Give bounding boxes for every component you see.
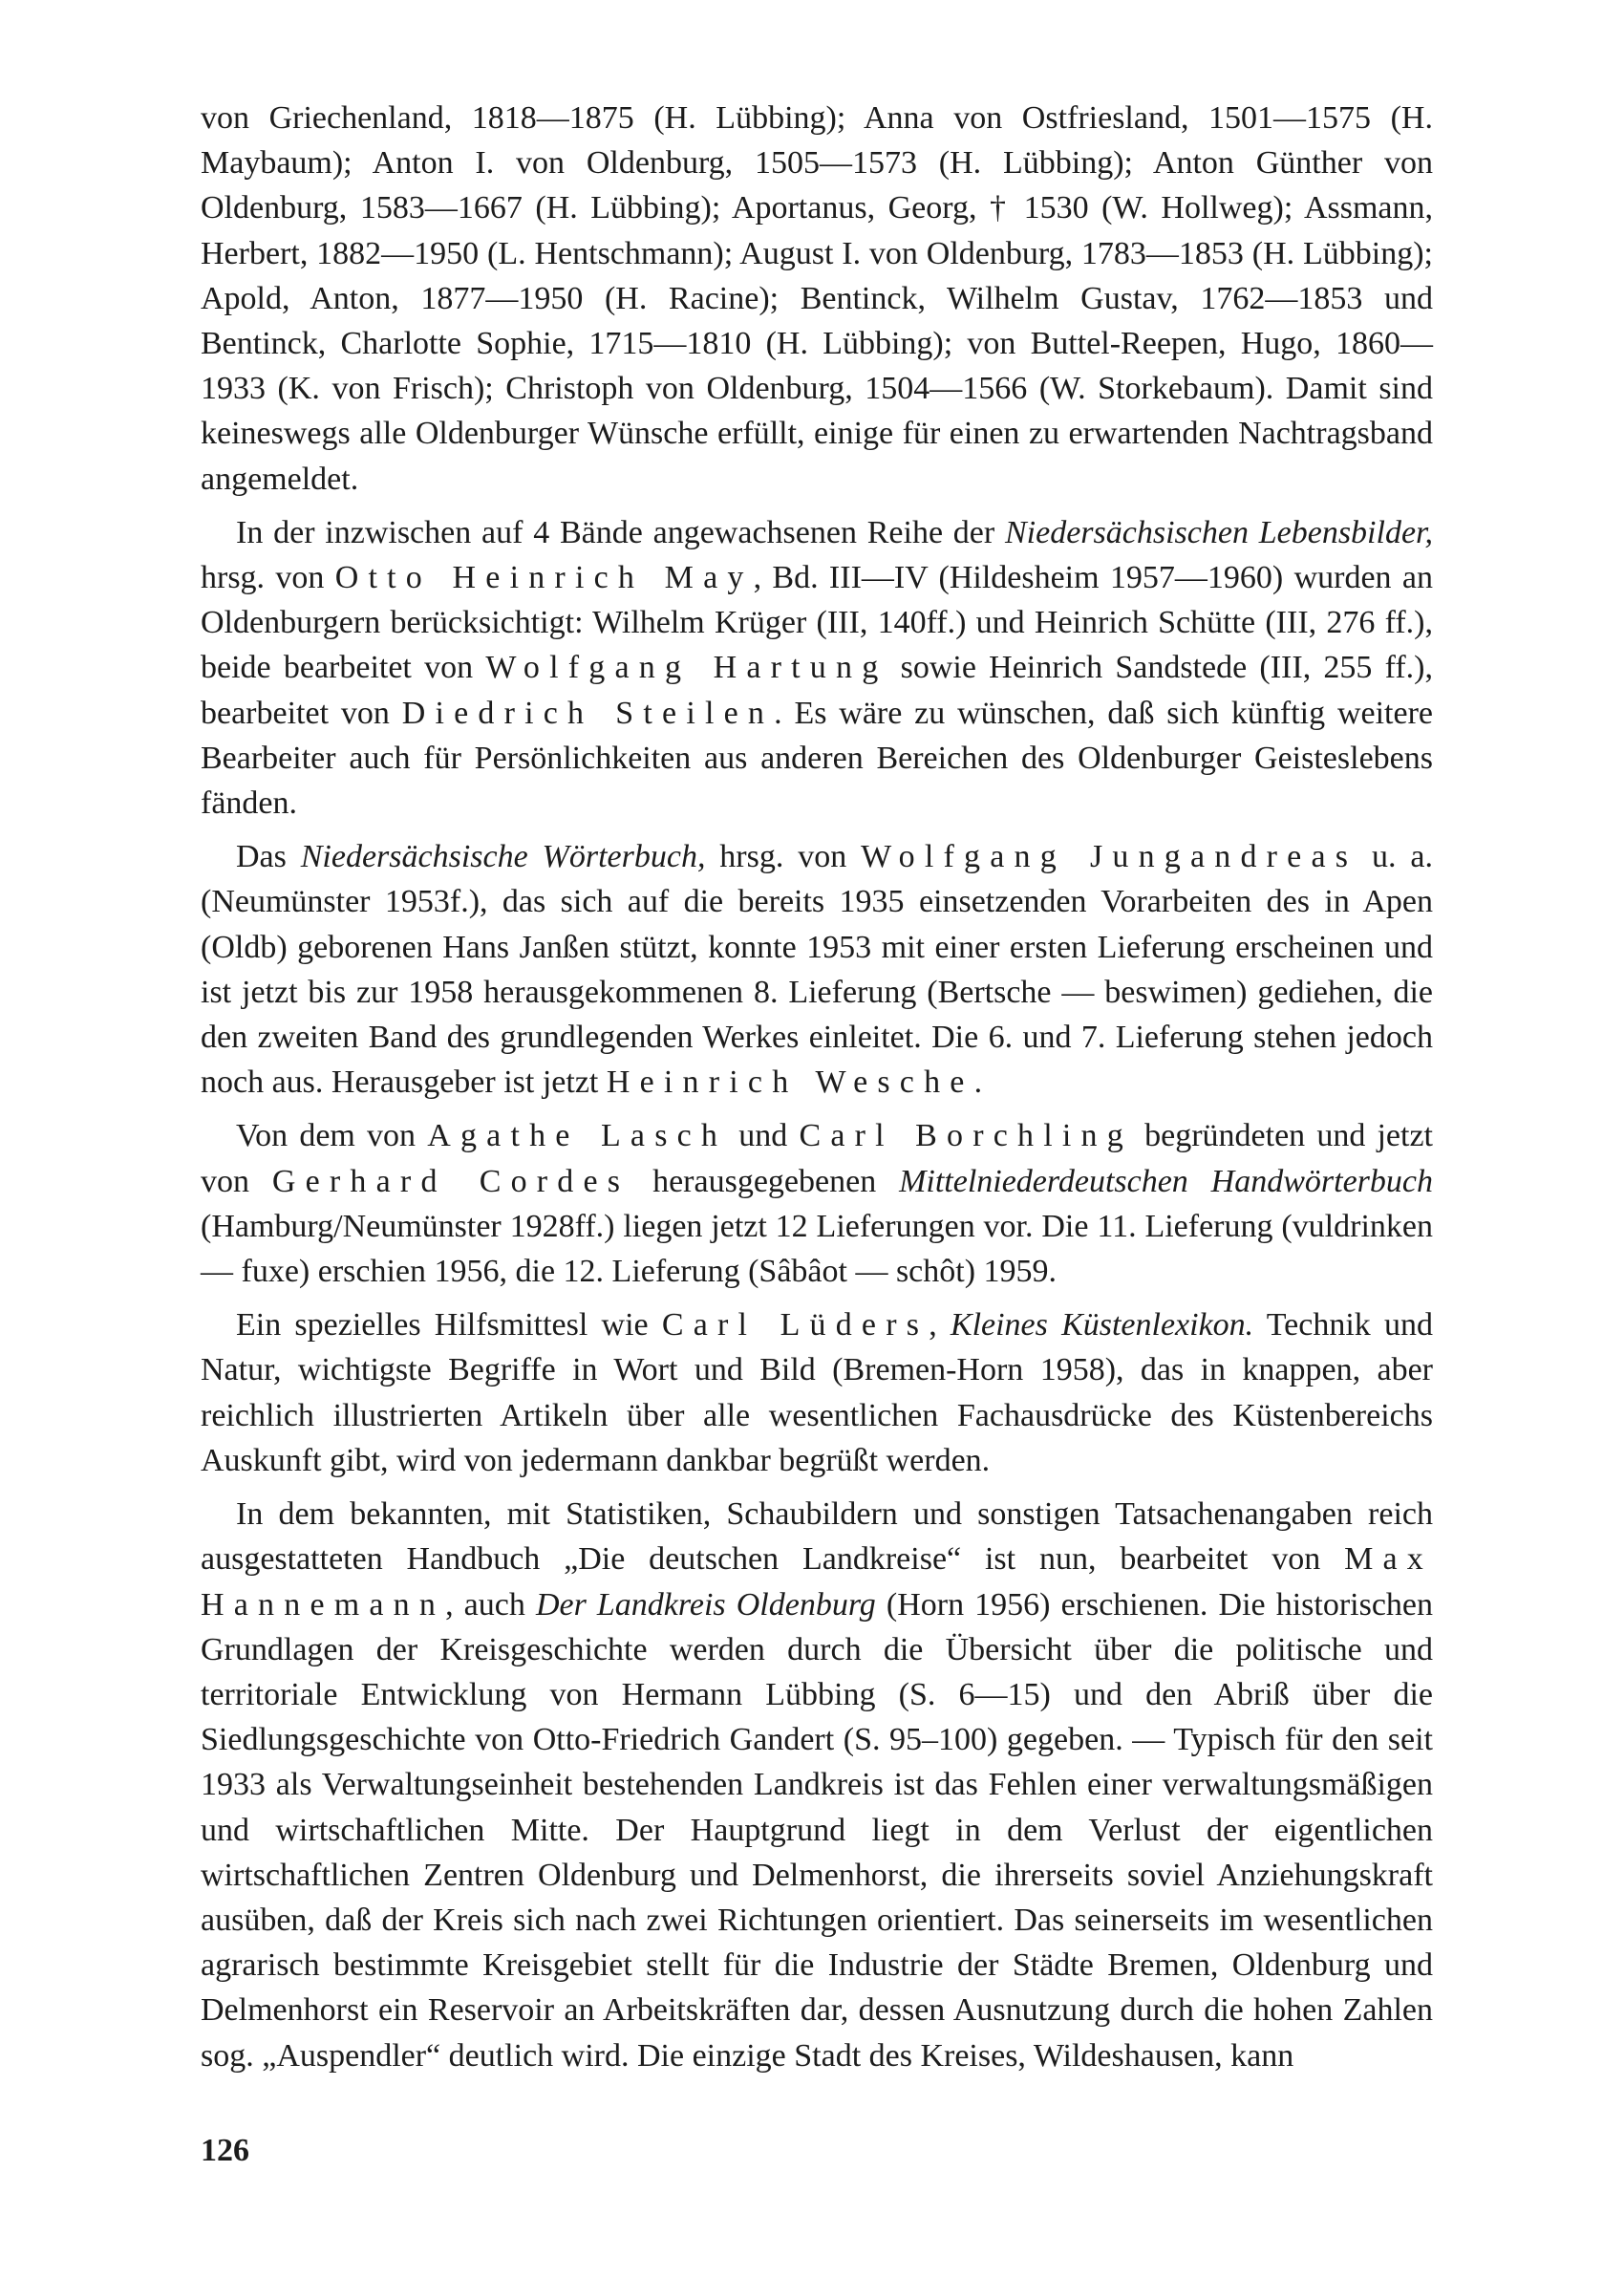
paragraph-4: [201, 1113, 1433, 1294]
spaced-name: Wolfgang Jungandreas: [861, 839, 1358, 875]
text-run: Von dem von: [236, 1118, 428, 1154]
italic-title: Kleines Küstenlexikon.: [950, 1307, 1254, 1344]
italic-title: Der Landkreis Oldenburg: [535, 1586, 876, 1623]
text-run: herausgegebenen: [630, 1163, 900, 1199]
paragraph-1: [201, 96, 1433, 502]
page-number: 126: [201, 2133, 249, 2168]
text-run: hrsg. von: [705, 839, 862, 875]
text-run: Ein spezielles Hilfsmittesl wie: [236, 1307, 662, 1344]
text-run: , auch: [445, 1586, 536, 1623]
spaced-name: Max Hannemann: [201, 1541, 1433, 1623]
text-run: In dem bekannten, mit Statistiken, Schaubildern und sonstigen Tatsachenangaben reich ausgestatteten Handbuch „Die deutschen Landkreise“ ist nun, bearbeitet von: [201, 1496, 1433, 1578]
text-run: sowie Heinrich Sandstede (III, 255 ff.), bearbeitet von: [201, 650, 1433, 731]
paragraph-5: [201, 1302, 1433, 1483]
text-run: ,: [929, 1307, 951, 1344]
text-run: und: [727, 1118, 800, 1154]
text-run: , Bd. III—IV (Hildesheim 1957—1960) wurden an Oldenburgern berücksichtigt: Wilhelm Krüger (III, 140ff.) und Heinrich Schütte (III, 276 ff.), beide bearbeitet von: [201, 560, 1433, 686]
italic-title: Niedersächsische Wörterbuch,: [300, 839, 706, 875]
spaced-name: Heinrich Wesche: [606, 1064, 974, 1101]
spaced-name: Agathe Lasch: [427, 1118, 728, 1154]
spaced-name: Carl Borchling: [799, 1118, 1133, 1154]
text-run: u. a. (Neumünster 1953f.), das sich auf die bereits 1935 einsetzenden Vorarbeiten des in Apen (Oldb) geborenen Hans Janßen stützt, konnte 1953 mit einer ersten Lieferung erscheinen und ist jetzt bis zur 1958 herausgekommenen 8. Lieferung (Bertsche — beswimen) gediehen, die den zweiten Band des grundlegenden Werkes einleitet. Die 6. und 7. Lieferung stehen jedoch noch aus. Herausgeber ist jetzt: [201, 839, 1433, 1101]
paragraph-6: [201, 1492, 1433, 2078]
spaced-name: Diedrich Steilen: [401, 695, 775, 731]
spaced-name: Carl Lüders: [661, 1307, 930, 1344]
text-run: .: [973, 1064, 983, 1101]
text-run: von Griechenland, 1818—1875 (H. Lübbing); Anna von Ostfriesland, 1501—1575 (H. Maybaum); Anton I. von Oldenburg, 1505—1573 (H. Lübbing); Anton Günther von Oldenburg, 1583—1667 (H. Lübbing); Aportanus, Georg, † 1530 (W. Hollweg); Assmann, Herbert, 1882—1950 (L. Hentschmann); August I. von Oldenburg, 1783—1853 (H. Lübbing); Apold, Anton, 1877—1950 (H. Racine); Bentinck, Wilhelm Gustav, 1762—1853 und Bentinck, Charlotte Sophie, 1715—1810 (H. Lübbing); von Buttel-Reepen, Hugo, 1860—1933 (K. von Frisch); Christoph von Oldenburg, 1504—1566 (W. Storkebaum). Damit sind keineswegs alle Oldenburger Wünsche erfüllt, einige für einen zu erwartenden Nachtragsband angemeldet.: [201, 100, 1433, 497]
text-run: begründeten und jetzt von: [201, 1118, 1434, 1199]
spaced-name: Gerhard Cordes: [271, 1163, 630, 1199]
text-run: Technik und Natur, wichtigste Begriffe in Wort und Bild (Bremen-Horn 1958), das in knappen, aber reichlich illustrierten Artikeln über alle wesentlichen Fachausdrücke des Küstenbereichs Auskunft gibt, wird von jedermann dankbar begrüßt werden.: [201, 1307, 1433, 1478]
body-text: [201, 96, 1433, 2078]
italic-title: Niedersächsischen Lebensbilder,: [1005, 514, 1433, 550]
italic-title: Mittelniederdeutschen Handwörterbuch: [899, 1163, 1433, 1199]
text-run: . Es wäre zu wünschen, daß sich künftig weitere Bearbeiter auch für Persönlichkeiten aus anderen Bereichen des Oldenburger Geisteslebens fänden.: [201, 695, 1433, 822]
paragraph-3: [201, 834, 1433, 1105]
spaced-name: Otto Heinrich May: [334, 560, 754, 596]
paragraph-2: [201, 510, 1433, 826]
text-run: hrsg. von: [201, 560, 335, 596]
text-run: Das: [236, 839, 301, 875]
spaced-name: Wolfgang Hartung: [485, 650, 888, 686]
text-run: (Horn 1956) erschienen. Die historischen Grundlagen der Kreisgeschichte werden durch die Übersicht über die politische und territoriale Entwicklung von Hermann Lübbing (S. 6—15) und den Abriß über die Siedlungsgeschichte von Otto-Friedrich Gandert (S. 95–100) gegeben. — Typisch für den seit 1933 als Verwaltungseinheit bestehenden Landkreis ist das Fehlen einer verwaltungsmäßigen und wirtschaftlichen Mitte. Der Hauptgrund liegt in dem Verlust der eigentlichen wirtschaftlichen Zentren Oldenburg und Delmenhorst, die ihrerseits soviel Anziehungskraft ausüben, daß der Kreis sich nach zwei Richtungen orientiert. Das seinerseits im wesentlichen agrarisch bestimmte Kreisgebiet stellt für die Industrie der Städte Bremen, Oldenburg und Delmenhorst ein Reservoir an Arbeitskräften dar, dessen Ausnutzung durch die hohen Zahlen sog. „Auspendler“ deutlich wird. Die einzige Stadt des Kreises, Wildeshausen, kann: [201, 1586, 1434, 2074]
text-run: (Hamburg/Neumünster 1928ff.) liegen jetzt 12 Lieferungen vor. Die 11. Lieferung (vuldrinken — fuxe) erschien 1956, die 12. Lieferung (Sâbâot — schôt) 1959.: [201, 1208, 1433, 1290]
text-run: In der inzwischen auf 4 Bände angewachsenen Reihe der: [236, 514, 1005, 550]
